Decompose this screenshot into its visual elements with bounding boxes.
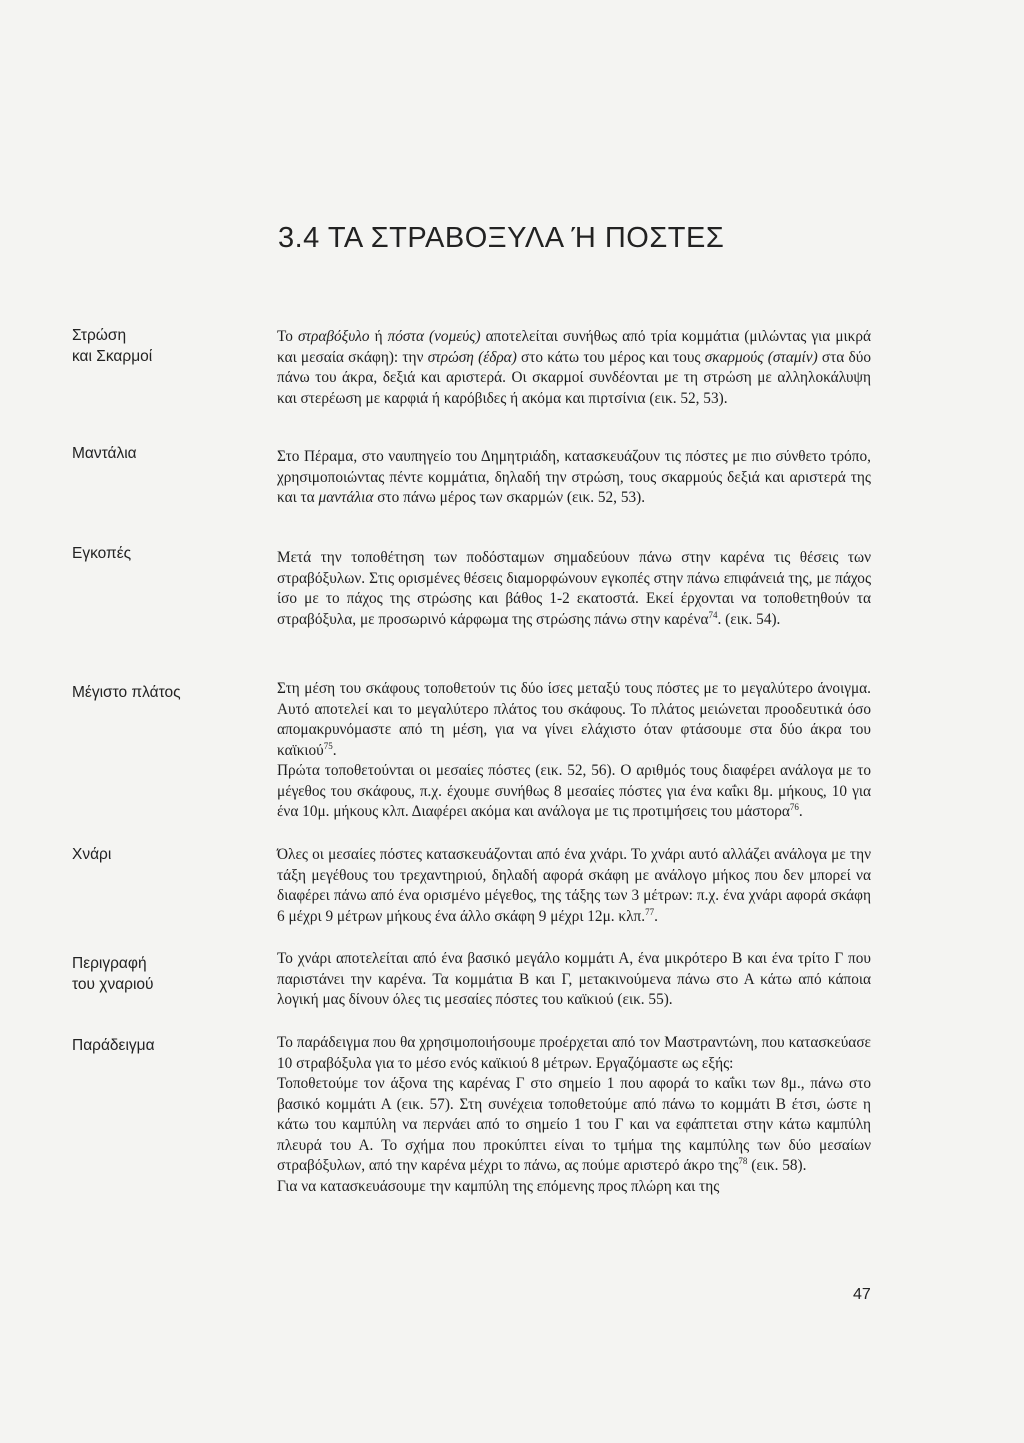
- paragraph-3: Μετά την τοποθέτηση των ποδόσταμων σημαδεύουν πάνω στην καρένα τις θέσεις των στραβόξυλων. Στις ορισμένες θέσεις διαμορφώνουν εγκοπές στην πάνω επιφάνειά της, με πάχος ίσο με το πάχος της στρώσης και βάθος 1-2 εκατοστά. Εκεί έρχονται να τοποθετηθούν τα στραβόξυλα, με προσωρινό κάρφωμα της στρώσης πάνω στην καρένα$^{74}$. (εικ. 54).: [277, 549, 871, 628]
- side-label-line: Περιγραφή: [72, 955, 147, 972]
- page-number: 47: [853, 1286, 871, 1303]
- side-label-line: Στρώση: [72, 327, 127, 344]
- paragraph-2: Στο Πέραμα, στο ναυπηγείο του Δημητριάδη, κατασκευάζουν τις πόστες με πιο σύνθετο τρόπο, χρησιμοποιώντας πέντε κομμάτια, δηλαδή την στρώση, τους σκαρμούς δεξιά και αριστερά της και τα μαντάλια στο πάνω μέρος των σκαρμών (εικ. 52, 53).: [277, 448, 871, 506]
- side-label-line: και Σκαρμοί: [72, 348, 153, 365]
- footnote-ref: 75: [323, 740, 333, 751]
- side-label-chnari: Χνάρι: [72, 846, 112, 863]
- footnote-ref: 78: [738, 1155, 748, 1166]
- side-label-mantalia: Μαντάλια: [72, 445, 137, 462]
- paragraph-5: Όλες οι μεσαίες πόστες κατασκευάζονται από ένα χνάρι. Το χνάρι αυτό αλλάζει ανάλογα με την τάξη μεγέθους του τρεχαντηριού, δηλαδή αφορά σκάφη με ανάλογο μήκος που δεν μπορεί να διαφέρει πάνω από ένα ορισμένο μέγεθος, της τάξης των 3 μέτρων: π.χ. ένα χνάρι αφορά σκάφη 6 μέχρι 9 μέτρων μήκους ένα άλλο σκάφη 9 μέχρι 12μ. κλπ.$^{77}$.: [277, 846, 871, 925]
- paragraph-4: Στη μέση του σκάφους τοποθετούν τις δύο ίσες μεταξύ τους πόστες με το μεγαλύτερο άνοιγμα. Αυτό αποτελεί και το μεγαλύτερο πλάτος του σκάφους. Το πλάτος μειώνεται προοδευτικά όσο απομακρυνόμαστε από τη μέση, για να γίνει ελάχιστο όταν φτάσουμε στα δύο άκρα του καϊκιού$^{75}$. Πρώτα τοποθετούνται οι μεσαίες πόστες (εικ. 52, 56). Ο αριθμός τους διαφέρει ανάλογα με το μέγεθος του σκάφους, π.χ. έχουμε συνήθως 8 μεσαίες πόστες για ένα καΐκι 8μ. μήκους, 10 για ένα 10μ. μήκους κλπ. Διαφέρει ακόμα και ανάλογα με τις προτιμήσεις του μάστορα$^{76}$.: [277, 680, 871, 820]
- side-label-strosi: [72, 325, 242, 367]
- side-label-line: του χναριού: [72, 976, 154, 993]
- footnote-ref: 76: [789, 801, 799, 812]
- footnote-ref: 77: [645, 906, 655, 917]
- side-label-egkopes: Εγκοπές: [72, 545, 132, 562]
- paragraph-6: Το χνάρι αποτελείται από ένα βασικό μεγάλο κομμάτι Α, ένα μικρότερο Β και ένα τρίτο Γ που παριστάνει την καρένα. Τα κομμάτια Β και Γ, μετακινούμενα πάνω στο Α κάτω από κάποια λογική μας δίνουν όλες τις μεσαίες πόστες του καϊκιού (εικ. 55).: [277, 950, 871, 1008]
- paragraph-7: Το παράδειγμα που θα χρησιμοποιήσουμε προέρχεται από τον Μαστραντώνη, που κατασκεύασε 10 στραβόξυλα για το μέσο ενός καϊκιού 8 μέτρων. Εργαζόμαστε ως εξής: Τοποθετούμε τον άξονα της καρένας Γ στο σημείο 1 που αφορά το καΐκι των 8μ., πάνω στο βασικό κομμάτι Α (εικ. 57). Στη συνέχεια τοποθετούμε από πάνω το κομμάτι Β έτσι, ώστε η κάτω του καμπύλη να περνάει από το σημείο 1 του Γ και να εφάπτεται στην κάτω καμπύλη πλευρά του Α. Το σχήμα που προκύπτει είναι το τμήμα της καμπύλης των δύο μεσαίων στραβόξυλων, από την καρένα μέχρι το πάνω, ας πούμε αριστερό άκρο της$^{78}$ (εικ. 58). Για να κατασκευάσουμε την καμπύλη της επόμενης προς πλώρη και της: [277, 1034, 871, 1195]
- side-label-megisto-platos: Μέγιστο πλάτος: [72, 684, 181, 701]
- paragraph-1: Το στραβόξυλο ή πόστα (νομεύς) αποτελείται συνήθως από τρία κομμάτια (μιλώντας για μικρά και μεσαία σκάφη): την στρώση (έδρα) στο κάτω του μέρος και τους σκαρμούς (σταμίν) στα δύο πάνω του άκρα, δεξιά και αριστερά. Οι σκαρμοί συνδέονται με τη στρώση με αλληλοκάλυψη και στερέωση με καρφιά ή καρόβιδες ή ακόμα και πιρτσίνια (εικ. 52, 53).: [277, 328, 872, 407]
- footnote-ref: 74: [708, 609, 718, 620]
- side-label-perigrafi: [72, 953, 242, 995]
- side-label-paradeigma: Παράδειγμα: [72, 1037, 155, 1054]
- section-title: 3.4 ΤΑ ΣΤΡΑΒΟΞΥΛΑ Ή ΠΟΣΤΕΣ: [278, 222, 725, 254]
